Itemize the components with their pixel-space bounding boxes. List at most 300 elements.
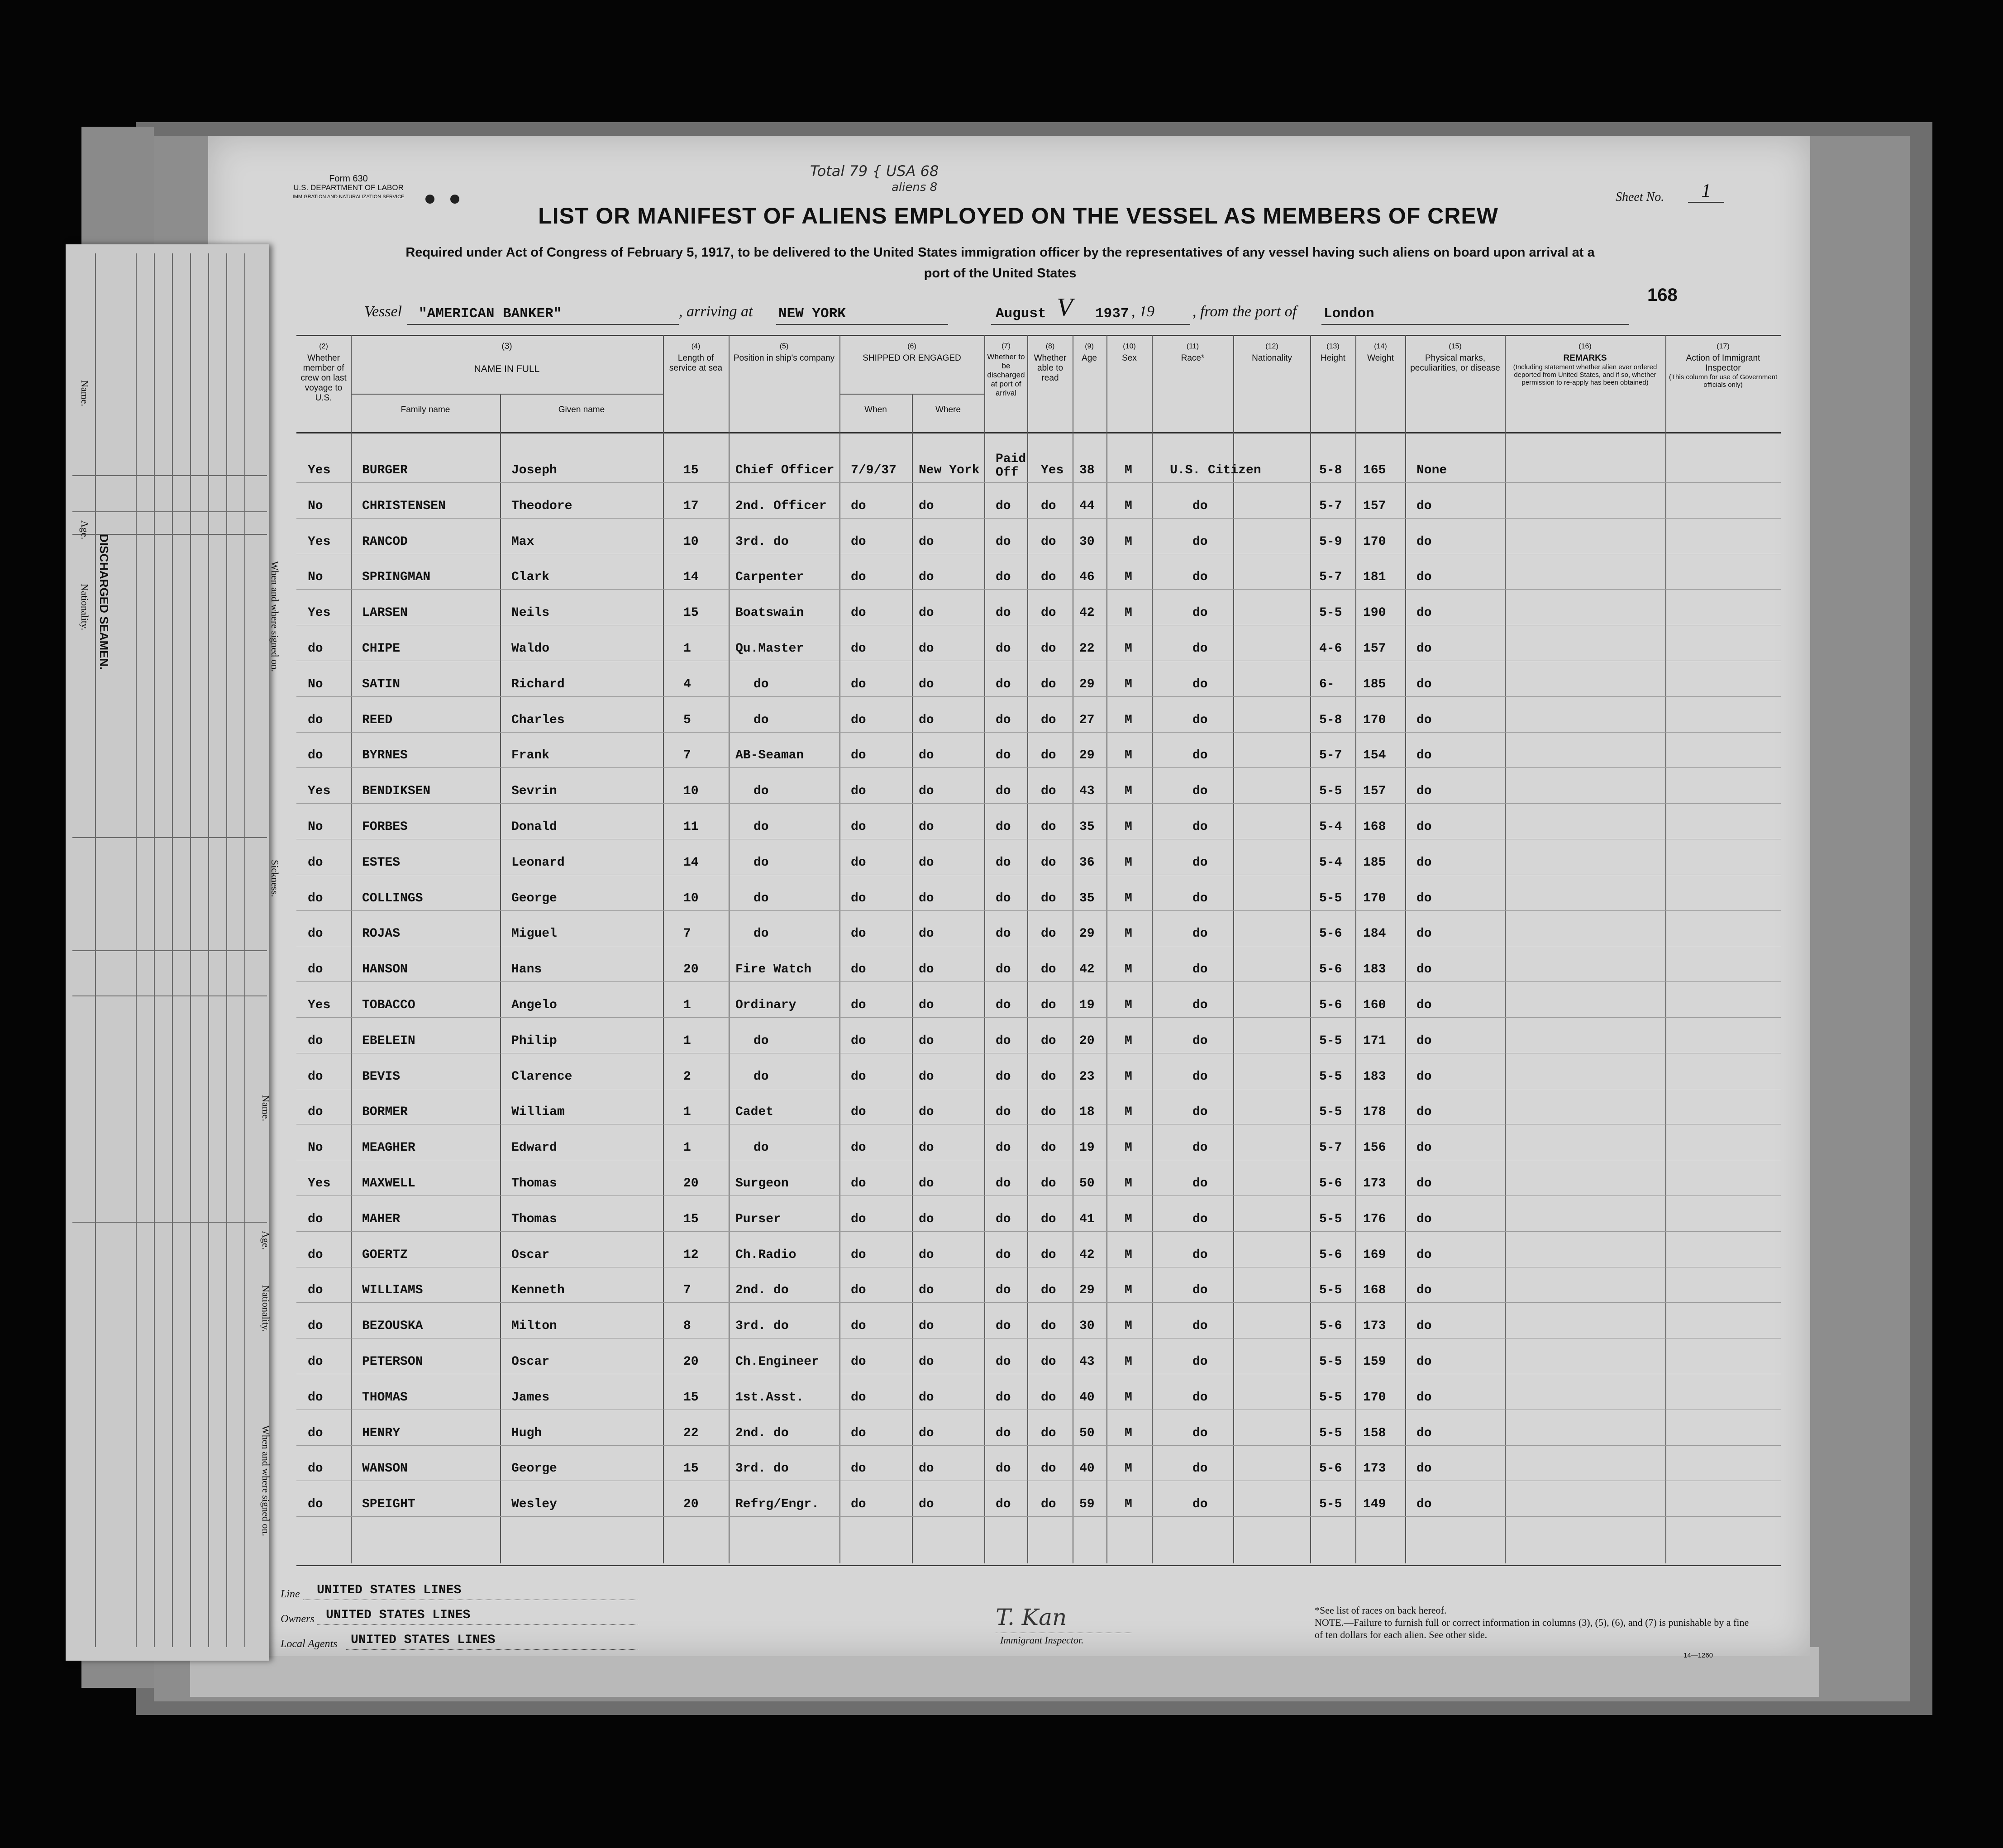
row-position: Chief Officer — [735, 463, 835, 477]
row-prev-on-last-voyage: do — [308, 1390, 323, 1405]
col-label: SHIPPED OR ENGAGED — [863, 353, 961, 363]
row-sex: M — [1125, 748, 1132, 763]
col-num: (6) — [907, 343, 916, 350]
row-shipped-when: do — [851, 784, 866, 799]
slip-rule — [72, 837, 267, 838]
row-height: 5-9 — [1319, 534, 1342, 549]
row-shipped-where: do — [919, 1355, 934, 1369]
row-shipped-where: do — [919, 1390, 934, 1405]
row-length-of-service: 10 — [683, 534, 699, 549]
row-sex: M — [1125, 1248, 1132, 1262]
table-row — [296, 1231, 1781, 1232]
row-discharged: do — [996, 820, 1011, 834]
header-col-11 — [1153, 342, 1232, 363]
row-age: 43 — [1079, 784, 1095, 799]
row-family-name: COLLINGS — [362, 891, 423, 905]
row-position: 3rd. do — [735, 1462, 789, 1476]
row-shipped-when: do — [851, 642, 866, 656]
row-age: 43 — [1079, 1355, 1095, 1369]
header-col-13 — [1311, 342, 1354, 363]
header-family-name: Family name — [401, 405, 450, 414]
row-height: 5-7 — [1319, 748, 1342, 763]
row-prev-on-last-voyage: do — [308, 1462, 323, 1476]
row-given-name: Wesley — [511, 1497, 557, 1512]
row-sex: M — [1125, 1283, 1132, 1298]
row-age: 23 — [1079, 1069, 1095, 1084]
row-given-name: Max — [511, 534, 534, 549]
row-age: 35 — [1079, 820, 1095, 834]
row-physical-marks: do — [1416, 891, 1432, 905]
row-discharged: do — [996, 962, 1011, 977]
row-length-of-service: 1 — [683, 1141, 691, 1155]
col-divider — [729, 335, 730, 1563]
row-prev-on-last-voyage: Yes — [308, 784, 331, 799]
row-length-of-service: 20 — [683, 1497, 699, 1512]
line-value: UNITED STATES LINES — [317, 1583, 462, 1597]
row-given-name: Oscar — [511, 1248, 550, 1262]
table-row — [296, 803, 1781, 804]
row-family-name: HANSON — [362, 962, 408, 977]
row-sex: M — [1125, 606, 1132, 620]
row-physical-marks: do — [1416, 1497, 1432, 1512]
row-position: 3rd. do — [735, 1319, 789, 1334]
row-age: 50 — [1079, 1176, 1095, 1191]
col-num: (8) — [1045, 343, 1055, 350]
row-position: Surgeon — [735, 1176, 789, 1191]
row-given-name: George — [511, 891, 557, 905]
row-given-name: Charles — [511, 713, 565, 727]
col-num: (9) — [1085, 343, 1094, 350]
row-discharged: do — [996, 927, 1011, 941]
arriving-label-text: , arriving at — [679, 303, 753, 320]
row-physical-marks: do — [1416, 820, 1432, 834]
name-subheader-line — [351, 394, 663, 395]
row-given-name: George — [511, 1462, 557, 1476]
row-discharged: do — [996, 748, 1011, 763]
row-shipped-where: do — [919, 1141, 934, 1155]
row-height: 5-4 — [1319, 855, 1342, 870]
header-col-14 — [1357, 342, 1404, 363]
row-sex: M — [1125, 713, 1132, 727]
row-discharged: do — [996, 1497, 1011, 1512]
row-family-name: SPRINGMAN — [362, 570, 431, 585]
row-prev-on-last-voyage: do — [308, 855, 323, 870]
row-able-to-read: do — [1041, 1176, 1056, 1191]
row-shipped-where: do — [919, 677, 934, 691]
note-penalty: NOTE.—Failure to furnish full or correct information in columns (3), (5), (6), and (7) is punishable by a fine of ten dollars for each alien. See other side. — [1315, 1617, 1749, 1640]
row-shipped-where: do — [919, 927, 934, 941]
row-physical-marks: do — [1416, 1212, 1432, 1226]
row-physical-marks: do — [1416, 1248, 1432, 1262]
row-weight: 183 — [1363, 1069, 1386, 1084]
row-age: 38 — [1079, 463, 1095, 477]
form-line-1: Form 630 — [329, 174, 368, 184]
row-weight: 158 — [1363, 1426, 1386, 1440]
row-family-name: THOMAS — [362, 1390, 408, 1405]
row-given-name: Kenneth — [511, 1283, 565, 1298]
row-discharged: do — [996, 855, 1011, 870]
line-label: Line — [281, 1588, 300, 1600]
row-position: do — [754, 855, 769, 870]
header-col-10 — [1108, 342, 1151, 363]
col-label: Weight — [1367, 353, 1394, 363]
row-given-name: Hugh — [511, 1426, 542, 1440]
row-age: 42 — [1079, 962, 1095, 977]
row-physical-marks: do — [1416, 1141, 1432, 1155]
row-sex: M — [1125, 499, 1132, 513]
row-race: do — [1192, 570, 1208, 585]
row-height: 5-6 — [1319, 1176, 1342, 1191]
row-sex: M — [1125, 1390, 1132, 1405]
row-age: 29 — [1079, 927, 1095, 941]
note-races: *See list of races on back hereof. — [1315, 1605, 1447, 1616]
row-length-of-service: 11 — [683, 820, 699, 834]
row-shipped-where: do — [919, 748, 934, 763]
row-able-to-read: do — [1041, 1462, 1056, 1476]
row-height: 5-6 — [1319, 927, 1342, 941]
row-shipped-where: do — [919, 1283, 934, 1298]
row-race: do — [1192, 1319, 1208, 1334]
row-shipped-when: do — [851, 927, 866, 941]
row-prev-on-last-voyage: No — [308, 570, 323, 585]
header-col-8 — [1029, 342, 1072, 383]
row-weight: 173 — [1363, 1462, 1386, 1476]
row-length-of-service: 1 — [683, 998, 691, 1012]
row-position: do — [754, 677, 769, 691]
row-given-name: Neils — [511, 606, 550, 620]
row-shipped-when: do — [851, 499, 866, 513]
vessel-label-text: Vessel — [364, 303, 402, 320]
table-row — [296, 1017, 1781, 1018]
row-length-of-service: 15 — [683, 1212, 699, 1226]
col-divider — [1152, 335, 1153, 1563]
subtitle-line-1: Required under Act of Congress of February 5, 1917, to be delivered to the United States immigration officer by the representatives of any vessel having such aliens on board upon arrival at a — [405, 245, 1595, 260]
row-shipped-where: do — [919, 1248, 934, 1262]
row-sex: M — [1125, 820, 1132, 834]
from-port-label-text: , from the port of — [1192, 303, 1297, 320]
row-height: 6- — [1319, 677, 1335, 691]
row-prev-on-last-voyage: do — [308, 748, 323, 763]
row-prev-on-last-voyage: do — [308, 1497, 323, 1512]
row-discharged: do — [996, 642, 1011, 656]
row-family-name: BURGER — [362, 463, 408, 477]
header-col-7 — [986, 342, 1026, 398]
row-able-to-read: do — [1041, 713, 1056, 727]
row-weight: 178 — [1363, 1105, 1386, 1119]
row-weight: 170 — [1363, 713, 1386, 727]
row-physical-marks: do — [1416, 855, 1432, 870]
row-age: 42 — [1079, 1248, 1095, 1262]
row-family-name: GOERTZ — [362, 1248, 408, 1262]
col-divider — [912, 394, 913, 1563]
row-shipped-when: do — [851, 1212, 866, 1226]
table-row — [296, 1445, 1781, 1446]
row-physical-marks: do — [1416, 784, 1432, 799]
row-height: 5-8 — [1319, 463, 1342, 477]
row-age: 22 — [1079, 642, 1095, 656]
row-able-to-read: do — [1041, 891, 1056, 905]
col-label: Height — [1321, 353, 1345, 363]
col-label: Length of service at sea — [669, 353, 723, 373]
row-discharged: do — [996, 1069, 1011, 1084]
arrival-month: August — [996, 306, 1046, 322]
row-race: do — [1192, 1426, 1208, 1440]
row-family-name: HENRY — [362, 1426, 401, 1440]
row-discharged: do — [996, 998, 1011, 1012]
arrival-port-underline — [776, 324, 948, 325]
row-shipped-when: do — [851, 998, 866, 1012]
slip-age-label-2: Age. — [260, 1231, 272, 1250]
row-given-name: Angelo — [511, 998, 557, 1012]
discharged-seamen-slip — [66, 244, 269, 1661]
row-discharged: do — [996, 891, 1011, 905]
row-discharged: do — [996, 1212, 1011, 1226]
col-divider — [1355, 335, 1356, 1563]
row-prev-on-last-voyage: Yes — [308, 998, 331, 1012]
row-race: do — [1192, 1176, 1208, 1191]
row-shipped-when: do — [851, 1319, 866, 1334]
form-number-block — [262, 174, 434, 201]
row-able-to-read: do — [1041, 1034, 1056, 1048]
row-age: 41 — [1079, 1212, 1095, 1226]
row-height: 5-5 — [1319, 1212, 1342, 1226]
row-length-of-service: 22 — [683, 1426, 699, 1440]
row-weight: 165 — [1363, 463, 1386, 477]
row-able-to-read: do — [1041, 962, 1056, 977]
col-sublabel: (Including statement whether alien ever ordered deported from United States, and if so, whether permission to re-apply has been obtained) — [1513, 363, 1657, 386]
row-shipped-when: do — [851, 1426, 866, 1440]
agents-value: UNITED STATES LINES — [351, 1633, 496, 1647]
row-sex: M — [1125, 570, 1132, 585]
row-race: do — [1192, 677, 1208, 691]
row-weight: 157 — [1363, 499, 1386, 513]
row-discharged: do — [996, 713, 1011, 727]
row-shipped-when: do — [851, 1034, 866, 1048]
row-race: U.S. Citizen — [1170, 463, 1261, 477]
row-sex: M — [1125, 855, 1132, 870]
row-prev-on-last-voyage: do — [308, 713, 323, 727]
row-discharged: do — [996, 784, 1011, 799]
row-given-name: Philip — [511, 1034, 557, 1048]
row-discharged: do — [996, 570, 1011, 585]
row-physical-marks: do — [1416, 1283, 1432, 1298]
row-able-to-read: do — [1041, 606, 1056, 620]
table-row — [296, 1195, 1781, 1196]
row-height: 5-7 — [1319, 1141, 1342, 1155]
row-shipped-where: do — [919, 1462, 934, 1476]
row-position: do — [754, 820, 769, 834]
row-discharged: do — [996, 677, 1011, 691]
row-given-name: Milton — [511, 1319, 557, 1334]
row-shipped-where: do — [919, 1212, 934, 1226]
row-position: Ordinary — [735, 998, 796, 1012]
row-length-of-service: 15 — [683, 1462, 699, 1476]
row-race: do — [1192, 820, 1208, 834]
row-weight: 173 — [1363, 1176, 1386, 1191]
row-height: 5-5 — [1319, 1069, 1342, 1084]
row-length-of-service: 8 — [683, 1319, 691, 1334]
row-race: do — [1192, 499, 1208, 513]
row-position: do — [754, 927, 769, 941]
row-prev-on-last-voyage: do — [308, 1069, 323, 1084]
row-race: do — [1192, 1248, 1208, 1262]
row-able-to-read: do — [1041, 570, 1056, 585]
row-shipped-where: do — [919, 1426, 934, 1440]
row-shipped-when: do — [851, 748, 866, 763]
row-position: Ch.Radio — [735, 1248, 796, 1262]
row-age: 27 — [1079, 713, 1095, 727]
row-discharged: do — [996, 1283, 1011, 1298]
row-family-name: BENDIKSEN — [362, 784, 431, 799]
col-num: (16) — [1579, 343, 1592, 350]
form-code: 14—1260 — [1683, 1652, 1713, 1659]
row-race: do — [1192, 642, 1208, 656]
row-given-name: Clarence — [511, 1069, 572, 1084]
row-race: do — [1192, 606, 1208, 620]
row-able-to-read: do — [1041, 1212, 1056, 1226]
departure-port: London — [1324, 306, 1374, 322]
table-row — [296, 732, 1781, 733]
row-race: do — [1192, 1355, 1208, 1369]
row-given-name: Edward — [511, 1141, 557, 1155]
row-position: Fire Watch — [735, 962, 812, 977]
col-divider — [663, 335, 664, 1563]
row-race: do — [1192, 1141, 1208, 1155]
row-height: 5-7 — [1319, 570, 1342, 585]
row-able-to-read: do — [1041, 499, 1056, 513]
form-line-2: U.S. DEPARTMENT OF LABOR — [293, 183, 404, 192]
row-prev-on-last-voyage: do — [308, 1283, 323, 1298]
row-prev-on-last-voyage: do — [308, 1426, 323, 1440]
row-family-name: BORMER — [362, 1105, 408, 1119]
row-given-name: Sevrin — [511, 784, 557, 799]
row-discharged: do — [996, 1105, 1011, 1119]
row-race: do — [1192, 1497, 1208, 1512]
row-age: 19 — [1079, 998, 1095, 1012]
col-label: REMARKS — [1563, 353, 1607, 363]
row-length-of-service: 15 — [683, 1390, 699, 1405]
row-given-name: Miguel — [511, 927, 557, 941]
row-shipped-when: do — [851, 1176, 866, 1191]
row-length-of-service: 1 — [683, 1034, 691, 1048]
row-height: 5-5 — [1319, 1283, 1342, 1298]
row-shipped-when: do — [851, 1248, 866, 1262]
row-weight: 168 — [1363, 1283, 1386, 1298]
row-length-of-service: 10 — [683, 784, 699, 799]
col-label: Whether to be discharged at port of arrival — [987, 352, 1025, 397]
footer-notes — [1315, 1604, 1749, 1641]
row-able-to-read: do — [1041, 1355, 1056, 1369]
row-position: 2nd. Officer — [735, 499, 827, 513]
row-prev-on-last-voyage: do — [308, 642, 323, 656]
row-family-name: LARSEN — [362, 606, 408, 620]
slip-rule — [72, 475, 267, 476]
row-race: do — [1192, 1390, 1208, 1405]
row-family-name: RANCOD — [362, 534, 408, 549]
row-shipped-when: do — [851, 1462, 866, 1476]
row-able-to-read: do — [1041, 1248, 1056, 1262]
row-physical-marks: do — [1416, 499, 1432, 513]
row-length-of-service: 20 — [683, 1176, 699, 1191]
row-age: 40 — [1079, 1390, 1095, 1405]
row-weight: 171 — [1363, 1034, 1386, 1048]
row-height: 5-5 — [1319, 891, 1342, 905]
row-sex: M — [1125, 1212, 1132, 1226]
table-row — [296, 910, 1781, 911]
header-col-2 — [299, 342, 348, 403]
row-given-name: Thomas — [511, 1212, 557, 1226]
row-able-to-read: do — [1041, 677, 1056, 691]
row-given-name: Frank — [511, 748, 550, 763]
row-discharged: do — [996, 1141, 1011, 1155]
row-shipped-where: do — [919, 855, 934, 870]
col-divider — [839, 335, 840, 1563]
row-length-of-service: 1 — [683, 1105, 691, 1119]
col-num: (4) — [691, 343, 701, 350]
row-position: Purser — [735, 1212, 781, 1226]
row-age: 19 — [1079, 1141, 1095, 1155]
row-length-of-service: 20 — [683, 962, 699, 977]
row-shipped-when: do — [851, 534, 866, 549]
row-shipped-when: 7/9/37 — [851, 463, 897, 477]
row-shipped-when: do — [851, 1390, 866, 1405]
header-col-3-num: (3) — [501, 342, 512, 351]
slip-when-where-label-2: When and where signed on. — [260, 1425, 272, 1536]
row-shipped-where: do — [919, 1176, 934, 1191]
row-length-of-service: 5 — [683, 713, 691, 727]
row-physical-marks: do — [1416, 1426, 1432, 1440]
row-family-name: WILLIAMS — [362, 1283, 423, 1298]
row-physical-marks: do — [1416, 642, 1432, 656]
row-family-name: BYRNES — [362, 748, 408, 763]
row-family-name: SPEIGHT — [362, 1497, 415, 1512]
header-col-3: NAME IN FULL — [474, 364, 540, 374]
row-shipped-where: do — [919, 1105, 934, 1119]
row-sex: M — [1125, 1176, 1132, 1191]
row-length-of-service: 14 — [683, 855, 699, 870]
row-height: 5-5 — [1319, 1105, 1342, 1119]
row-length-of-service: 1 — [683, 642, 691, 656]
owners-value: UNITED STATES LINES — [326, 1608, 471, 1622]
col-divider — [1665, 335, 1666, 1563]
from-port-label — [1192, 303, 1297, 328]
row-physical-marks: do — [1416, 1105, 1432, 1119]
row-given-name: Hans — [511, 962, 542, 977]
header-col-16 — [1507, 342, 1663, 386]
row-height: 5-6 — [1319, 1248, 1342, 1262]
slip-sickness-label: Sickness. — [269, 860, 281, 897]
row-weight: 157 — [1363, 784, 1386, 799]
header-col-12 — [1235, 342, 1309, 363]
row-given-name: Waldo — [511, 642, 550, 656]
row-family-name: REED — [362, 713, 393, 727]
row-length-of-service: 15 — [683, 606, 699, 620]
vessel-label — [364, 303, 402, 328]
inspector-label: Immigrant Inspector. — [1000, 1634, 1084, 1646]
row-race: do — [1192, 534, 1208, 549]
header-where: Where — [935, 405, 961, 414]
slip-name-label-2: Name. — [260, 1095, 272, 1122]
row-sex: M — [1125, 1034, 1132, 1048]
table-row — [296, 1516, 1781, 1517]
row-weight: 185 — [1363, 855, 1386, 870]
row-position: Qu.Master — [735, 642, 804, 656]
col-num: (2) — [319, 343, 328, 350]
col-num: (11) — [1186, 343, 1199, 350]
row-age: 59 — [1079, 1497, 1095, 1512]
row-weight: 170 — [1363, 891, 1386, 905]
header-col-17 — [1668, 342, 1779, 389]
